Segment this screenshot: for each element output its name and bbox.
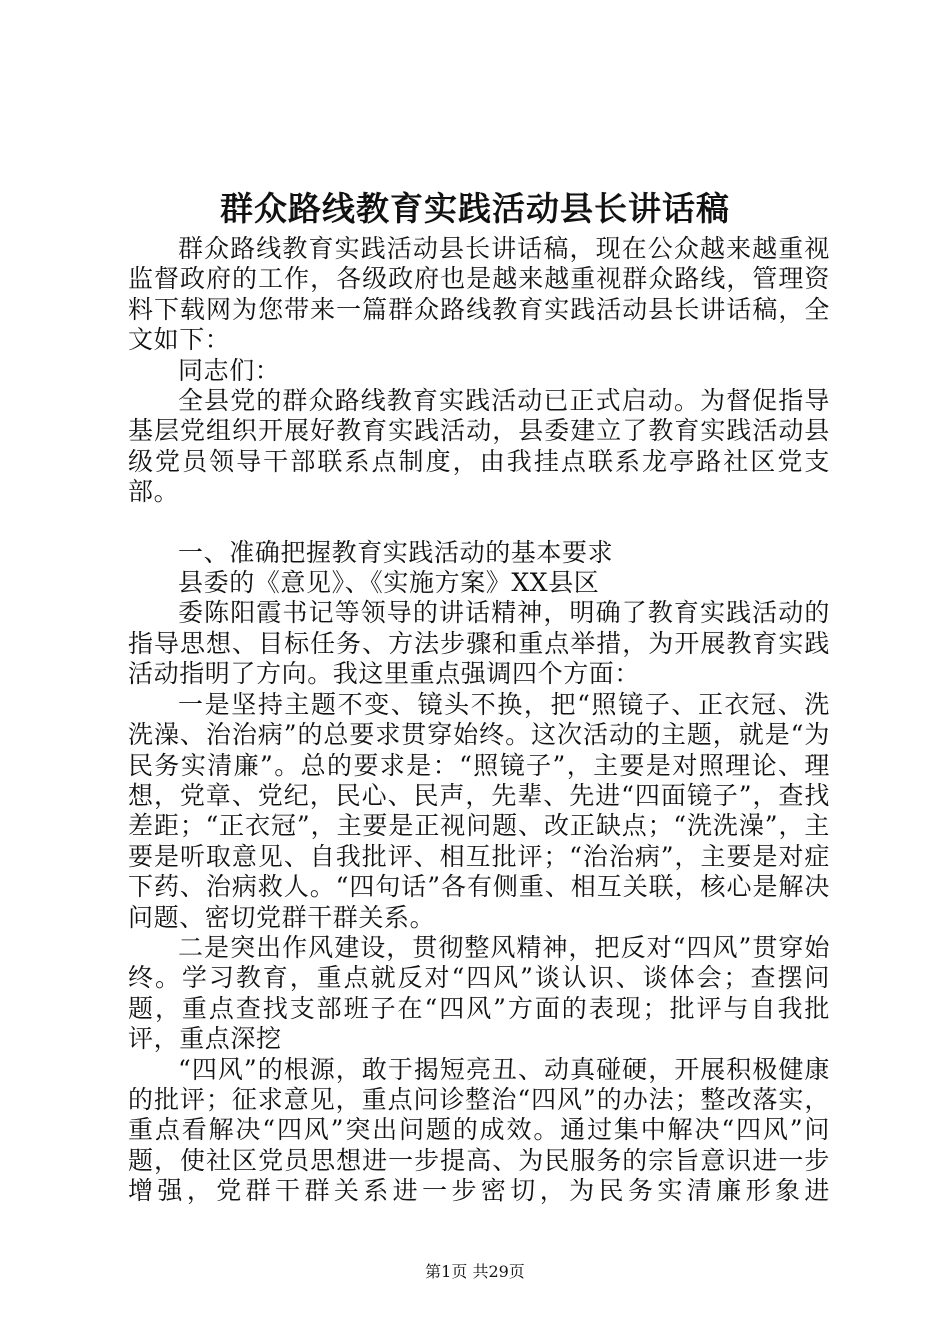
document-body: [128, 234, 830, 1207]
paragraph-point-one: 一是坚持主题不变、镜头不换，把“照镜子、正衣冠、洗洗澡、治治病”的总要求贯穿始终。这次活动的主题，就是“为民务实清廉”。总的要求是：“照镜子”，主要是对照理论、理想，党章、党纪，民心、民声，先辈、先进“四面镜子”，查找差距；“正衣冠”，主要是正视问题、改正缺点；“洗洗澡”，主要是听取意见、自我批评、相互批评；“治治病”，主要是对症下药、治病救人。“四句话”各有侧重、相互关联，核心是解决问题、密切党群干群关系。: [128, 689, 830, 932]
page-number-footer: 第1页 共29页: [425, 1262, 525, 1281]
paragraph-point-two-continued: “四风”的根源，敢于揭短亮丑、动真碰硬，开展积极健康的批评；征求意见，重点问诊整治“四风”的办法；整改落实，重点看解决“四风”突出问题的成效。通过集中解决“四风”问题，使社区党员思想进一步提高、为民服务的宗旨意识进一步增强，党群干群关系进一步密切，为民务实清廉形象进: [128, 1054, 830, 1206]
paragraph-point-two: 二是突出作风建设，贯彻整风精神，把反对“四风”贯穿始终。学习教育，重点就反对“四风”谈认识、谈体会；查摆问题，重点查找支部班子在“四风”方面的表现；批评与自我批评，重点深挖: [128, 932, 830, 1054]
section-heading-1: 一、准确把握教育实践活动的基本要求: [178, 537, 614, 567]
paragraph-opening: 全县党的群众路线教育实践活动已正式启动。为督促指导基层党组织开展好教育实践活动，县委建立了教育实践活动县级党员领导干部联系点制度，由我挂点联系龙亭路社区党支部。: [128, 386, 830, 507]
paragraph-intro: 群众路线教育实践活动县长讲话稿，现在公众越来越重视监督政府的工作，各级政府也是越来越重视群众路线，管理资料下载网为您带来一篇群众路线教育实践活动县长讲话稿，全文如下：: [128, 234, 830, 355]
paragraph-reference: 县委的《意见》、《实施方案》XX县区: [178, 568, 600, 598]
paragraph-salutation: 同志们：: [178, 355, 281, 385]
paragraph-direction: 委陈阳霞书记等领导的讲话精神，明确了教育实践活动的指导思想、目标任务、方法步骤和重点举措，为开展教育实践活动指明了方向。我这里重点强调四个方面：: [128, 598, 830, 689]
document-title: 群众路线教育实践活动县长讲话稿: [220, 189, 730, 228]
